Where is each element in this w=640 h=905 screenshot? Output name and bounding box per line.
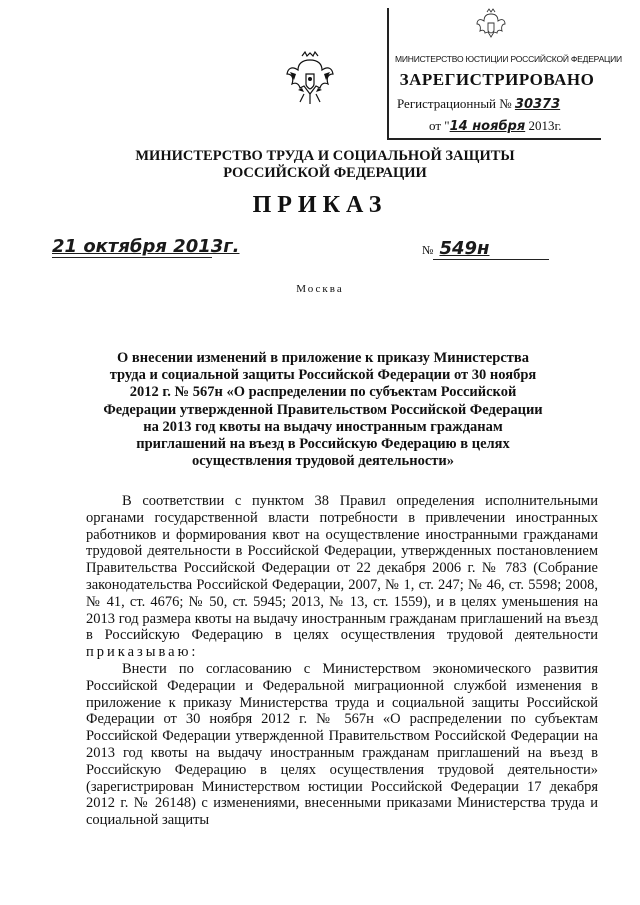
coat-of-arms-icon xyxy=(284,50,336,108)
stamp-date-line xyxy=(429,118,562,134)
order-title: ПРИКАЗ xyxy=(252,192,388,218)
body-paragraph-2: Внести по согласованию с Министерством экономического развития Российской Федерации и Федеральной миграционной службой изменения в приложение к приказу Министерства труда и социальной защиты Российской Федерации от 30 ноября 2012 г. № 567н «О распределении по субъектам Российской Федерации утвержденной Правительством Российской Федерации на 2013 год квоты на выдачу иностранным гражданам приглашений на въезд в Российскую Федерацию в целях осуществления трудовой деятельности» (зарегистрирован Министерством юстиции Российской Федерации 17 декабря 2012 г. № 26148) с изменениями, внесенными приказами Министерства труда и социальной защиты xyxy=(86,660,598,829)
stamp-date-year: 2013г. xyxy=(528,118,562,133)
order-number-handwritten: 549н xyxy=(439,238,490,259)
city-label: Москва xyxy=(296,283,344,295)
registration-stamp xyxy=(387,8,622,140)
order-date-handwritten: 21 октября 2013г. xyxy=(52,236,240,257)
order-number xyxy=(422,238,562,260)
order-subject: О внесении изменений в приложение к приказу Министерства труда и социальной защиты Российской Федерации от 30 ноября 2012 г. № 567н «О распределении по субъектам Российской Федерации утвержденной Правительством Российской Федерации на 2013 год квоты на выдачу иностранным гражданам приглашений на въезд в Российскую Федерацию в целях осуществления трудовой деятельности» xyxy=(103,350,543,470)
stamp-date-prefix: от " xyxy=(429,118,450,133)
ministry-line-1: МИНИСТЕРСТВО ТРУДА И СОЦИАЛЬНОЙ ЗАЩИТЫ xyxy=(135,148,515,164)
stamp-date-value: 14 ноября xyxy=(449,119,526,134)
stamp-coat-of-arms-icon xyxy=(475,8,507,44)
stamp-reg-number: 30373 xyxy=(514,97,561,112)
stamp-reg-label: Регистрационный № xyxy=(397,96,512,111)
ministry-heading xyxy=(120,148,530,182)
stamp-ministry-label: МИНИСТЕРСТВО ЮСТИЦИИ РОССИЙСКОЙ ФЕДЕРАЦИИ xyxy=(395,54,622,64)
order-number-label: № xyxy=(422,243,434,257)
stamp-registration-line xyxy=(397,96,560,112)
order-word: приказываю: xyxy=(86,644,199,661)
stamp-registered-label: ЗАРЕГИСТРИРОВАНО xyxy=(399,70,595,89)
order-body xyxy=(86,493,598,829)
body-paragraph-1 xyxy=(86,493,598,661)
order-date xyxy=(52,236,240,258)
ministry-line-2: РОССИЙСКОЙ ФЕДЕРАЦИИ xyxy=(223,165,427,181)
body-paragraph-1-text: В соответствии с пунктом 38 Правил определения исполнительными органами государственной власти потребности в привлечении иностранных работников и формирования квот на осуществление иностранными гражданами трудовой деятельности в Российской Федерации, утвержденных постановлением Правительства Российской Федерации от 22 декабря 2006 г. № 783 (Собрание законодательства Российской Федерации, 2007, № 1, ст. 247; № 46, ст. 5598; 2008, № 41, ст. 4676; № 50, ст. 5945; 2013, № 13, ст. 1559), и в целях уменьшения на 2013 год размера квоты на выдачу иностранным гражданам приглашений на въезд в Российскую Федерацию в целях осуществления трудовой деятельности xyxy=(86,493,598,644)
